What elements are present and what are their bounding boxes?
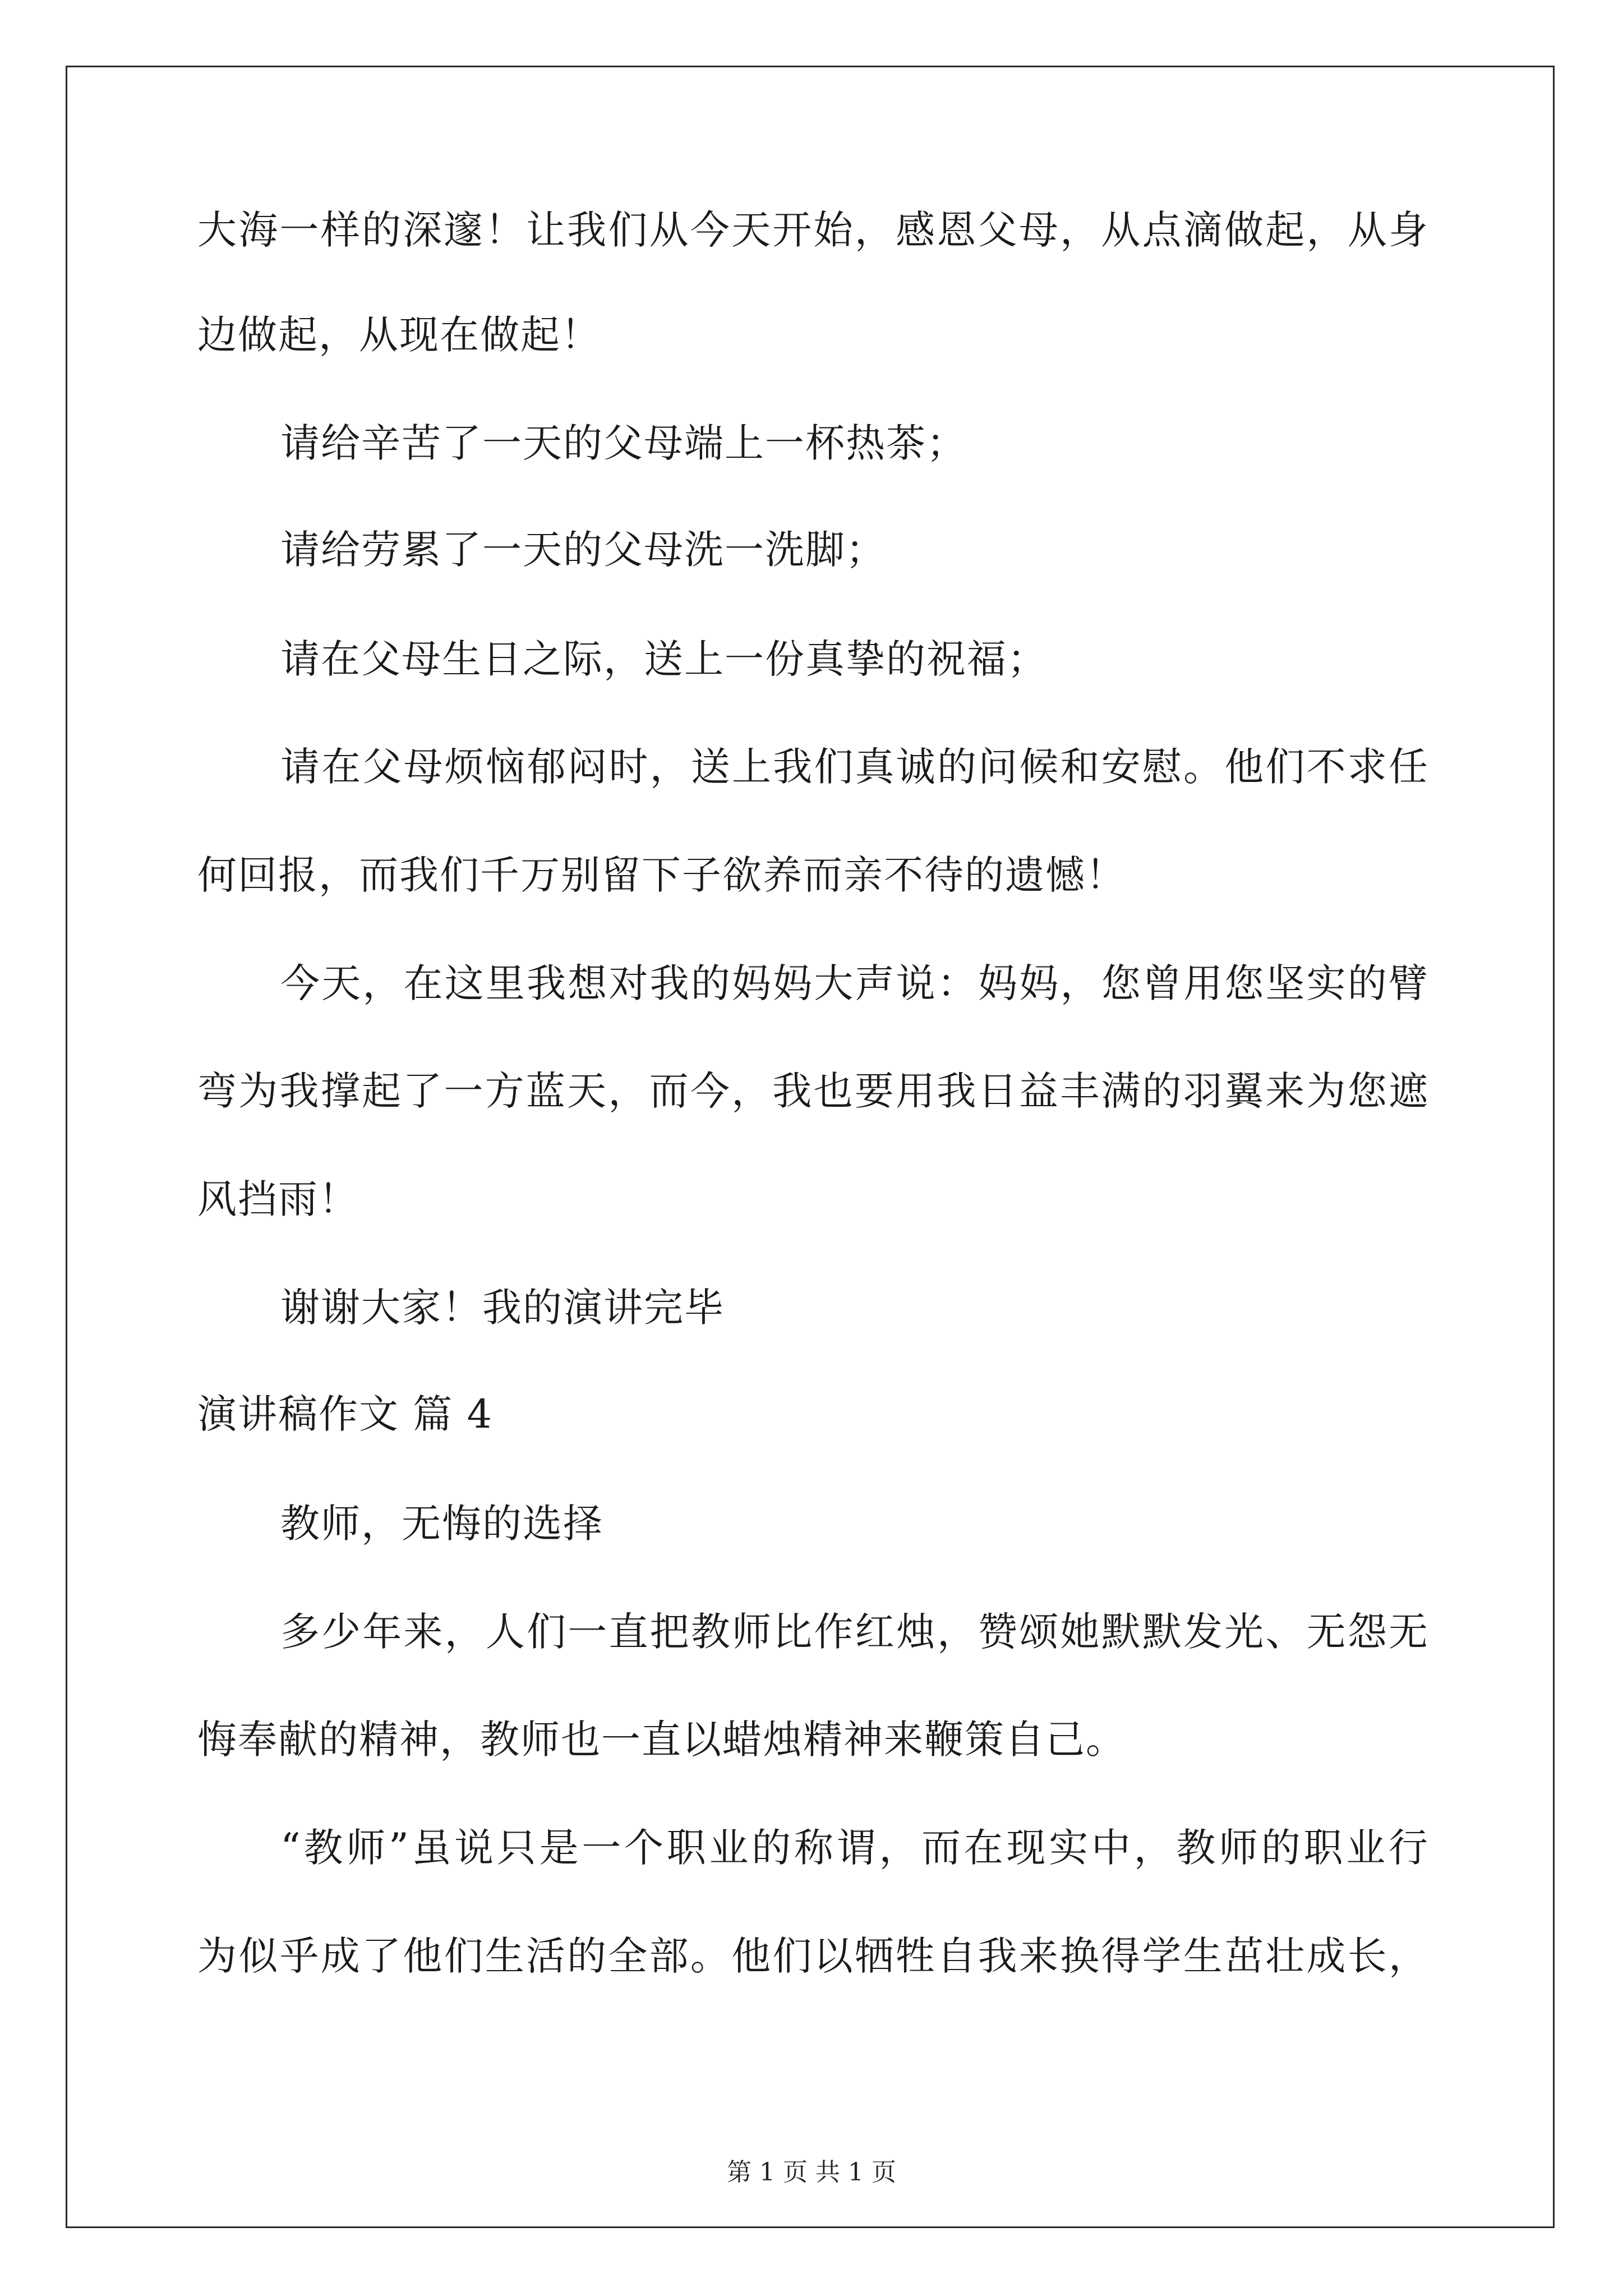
paragraph-line: 边做起，从现在做起！ — [197, 312, 601, 358]
page-border — [66, 66, 1555, 2228]
paragraph-line: 请在父母生日之际，送上一份真挚的祝福； — [280, 636, 1048, 682]
paragraph-line: 请给辛苦了一天的父母端上一杯热茶； — [280, 420, 967, 466]
page-indicator: 第 1 页 共 1 页 — [727, 2158, 896, 2187]
paragraph-line: 弯为我撑起了一方蓝天，而今，我也要用我日益丰满的羽翼来为您遮 — [197, 1068, 1429, 1114]
paragraph-line: 请给劳累了一天的父母洗一洗脚； — [280, 527, 886, 573]
section-heading: 演讲稿作文 篇 4 — [197, 1391, 494, 1437]
section-subtitle: 教师，无悔的选择 — [280, 1501, 603, 1547]
paragraph-line: 风挡雨！ — [197, 1176, 359, 1222]
paragraph-line: 多少年来，人们一直把教师比作红烛，赞颂她默默发光、无怨无 — [280, 1609, 1429, 1655]
paragraph-line: 请在父母烦恼郁闷时，送上我们真诚的问候和安慰。他们不求任 — [280, 744, 1429, 790]
paragraph-line: 悔奉献的精神，教师也一直以蜡烛精神来鞭策自己。 — [197, 1717, 1126, 1763]
paragraph-line: 何回报，而我们千万别留下子欲养而亲不待的遗憾！ — [197, 852, 1126, 898]
paragraph-line: 大海一样的深邃！让我们从今天开始，感恩父母，从点滴做起，从身 — [197, 207, 1429, 253]
paragraph-line: 为似乎成了他们生活的全部。他们以牺牲自我来换得学生茁壮成长， — [197, 1933, 1429, 1979]
paragraph-line: “教师”虽说只是一个职业的称谓，而在现实中，教师的职业行 — [280, 1825, 1429, 1871]
paragraph-line: 今天，在这里我想对我的妈妈大声说：妈妈，您曾用您坚实的臂 — [280, 960, 1429, 1006]
page-footer — [0, 2159, 1623, 2187]
paragraph-line: 谢谢大家！我的演讲完毕 — [280, 1285, 725, 1331]
